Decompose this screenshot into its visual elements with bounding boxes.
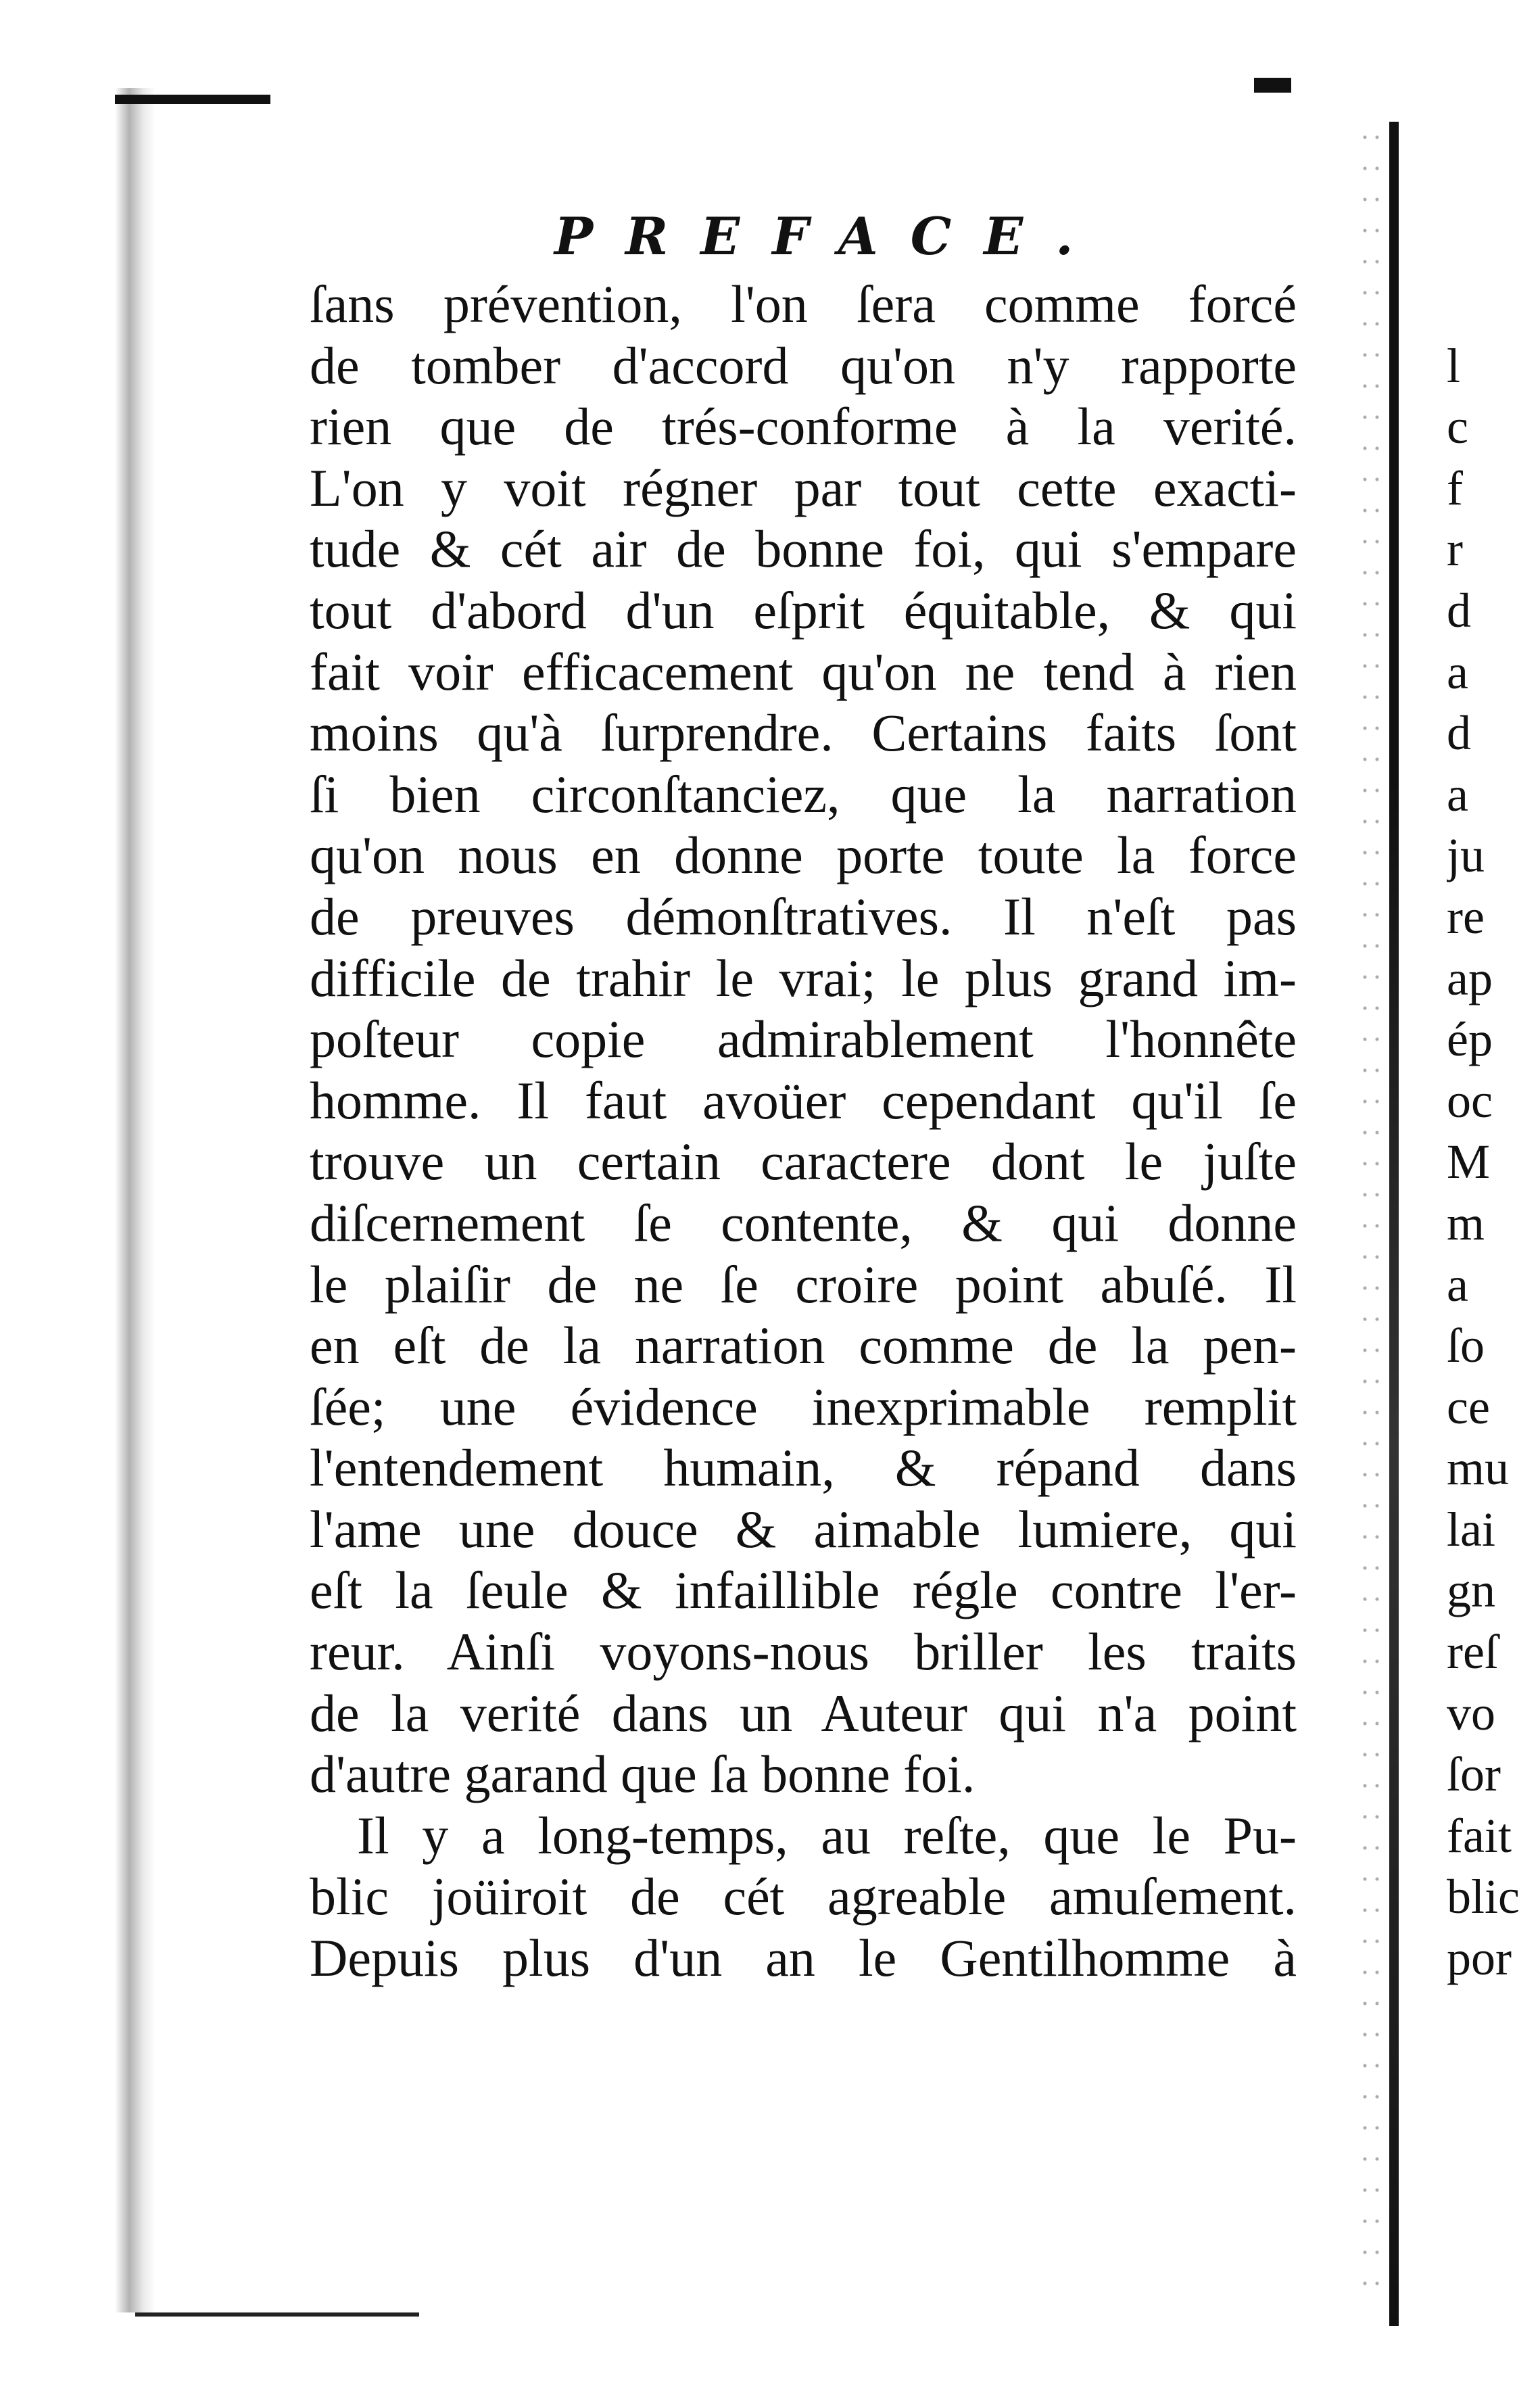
facing-line-fragment xyxy=(1447,274,1540,335)
running-head: PREFACE. xyxy=(554,206,1106,266)
facing-line-fragment: lai xyxy=(1447,1502,1495,1557)
facing-line-fragment: ju xyxy=(1447,828,1485,883)
text-line: l'ame une douce & aimable lumiere, qui xyxy=(310,1499,1297,1559)
facing-line-fragment: r xyxy=(1447,522,1463,577)
facing-line-fragment: ap xyxy=(1447,951,1493,1005)
facing-page-fragment xyxy=(1447,274,1540,1989)
facing-line-fragment: gn xyxy=(1447,1563,1495,1618)
text-line: ſi bien circonſtanciez, que la narration xyxy=(310,764,1297,824)
facing-line-fragment: reſ xyxy=(1447,1625,1498,1680)
text-line: tout d'abord d'un eſprit équitable, & qui xyxy=(310,580,1297,640)
text-line: difficile de trahir le vrai; le plus grand im- xyxy=(310,948,1297,1007)
text-line: de preuves démonſtratives. Il n'eſt pas xyxy=(310,886,1297,946)
facing-line-fragment: ſor xyxy=(1447,1747,1501,1802)
text-line: qu'on nous en donne porte toute la force xyxy=(310,826,1297,885)
facing-line-fragment: fait xyxy=(1447,1808,1512,1863)
facing-line-fragment: a xyxy=(1447,767,1468,822)
text-line: le plaiſir de ne ſe croire point abuſé. Il xyxy=(310,1254,1297,1314)
text-line: l'entendement humain, & répand dans xyxy=(310,1438,1297,1498)
text-line: blic joüiroit de cét agreable amuſement. xyxy=(310,1867,1297,1926)
text-line: tude & cét air de bonne foi, qui s'empare xyxy=(310,519,1297,579)
facing-line-fragment: a xyxy=(1447,644,1468,699)
top-edge-mark xyxy=(115,95,270,104)
text-line: trouve un certain caractere dont le juſte xyxy=(310,1132,1297,1191)
facing-line-fragment: f xyxy=(1447,460,1463,515)
facing-line-fragment: m xyxy=(1447,1195,1485,1250)
text-line: ſée; une évidence inexprimable remplit xyxy=(310,1377,1297,1436)
page-edge-shadow xyxy=(1389,122,1399,2326)
text-line: fait voir efficacement qu'on ne tend à rien xyxy=(310,642,1297,701)
facing-line-fragment: re xyxy=(1447,889,1485,944)
text-line: ſans prévention, l'on ſera comme forcé xyxy=(310,275,1297,333)
text-line: rien que de trés-conforme à la verité. xyxy=(310,397,1297,456)
text-line: reur. Ainſi voyons-nous briller les traits xyxy=(310,1622,1297,1682)
facing-line-fragment: oc xyxy=(1447,1073,1493,1128)
text-line: Depuis plus d'un an le Gentilhomme à xyxy=(310,1928,1297,1988)
text-line: moins qu'à ſurprendre. Certains faits ſont xyxy=(310,703,1297,763)
corner-mark xyxy=(1254,78,1291,93)
text-line: homme. Il faut avoüer cependant qu'il ſe xyxy=(310,1070,1297,1130)
bottom-edge-mark xyxy=(135,2312,419,2317)
text-line: diſcernement ſe contente, & qui donne xyxy=(310,1193,1297,1252)
facing-line-fragment: a xyxy=(1447,1257,1468,1312)
facing-line-fragment: l xyxy=(1447,338,1461,393)
facing-line-fragment: ép xyxy=(1447,1012,1493,1067)
text-line: en eſt de la narration comme de la pen- xyxy=(310,1316,1297,1375)
facing-line-fragment: d xyxy=(1447,706,1471,761)
facing-line-fragment: c xyxy=(1447,400,1468,454)
facing-line-fragment: M xyxy=(1447,1135,1491,1189)
text-line: poſteur copie admirablement l'honnête xyxy=(310,1010,1297,1069)
text-line: L'on y voit régner par tout cette exacti- xyxy=(310,458,1297,517)
text-line: de tomber d'accord qu'on n'y rapporte xyxy=(310,335,1297,395)
facing-line-fragment: blic xyxy=(1447,1870,1520,1924)
facing-line-fragment: vo xyxy=(1447,1686,1495,1740)
text-line: d'autre garand que ſa bonne foi. xyxy=(310,1745,976,1804)
facing-line-fragment: ce xyxy=(1447,1379,1490,1434)
binding-shadow xyxy=(115,88,155,2312)
facing-line-fragment: d xyxy=(1447,583,1471,638)
facing-line-fragment: mu xyxy=(1447,1441,1510,1496)
facing-line-fragment: por xyxy=(1447,1931,1512,1986)
facing-line-fragment: ſo xyxy=(1447,1319,1485,1373)
text-line: Il y a long-temps, au reſte, que le Pu- xyxy=(357,1805,1297,1865)
text-line: de la verité dans un Auteur qui n'a point xyxy=(310,1683,1297,1742)
scan-noise xyxy=(1359,122,1382,2285)
body-text xyxy=(310,274,1297,1989)
text-line: eſt la ſeule & infaillible régle contre l'er- xyxy=(310,1561,1297,1620)
